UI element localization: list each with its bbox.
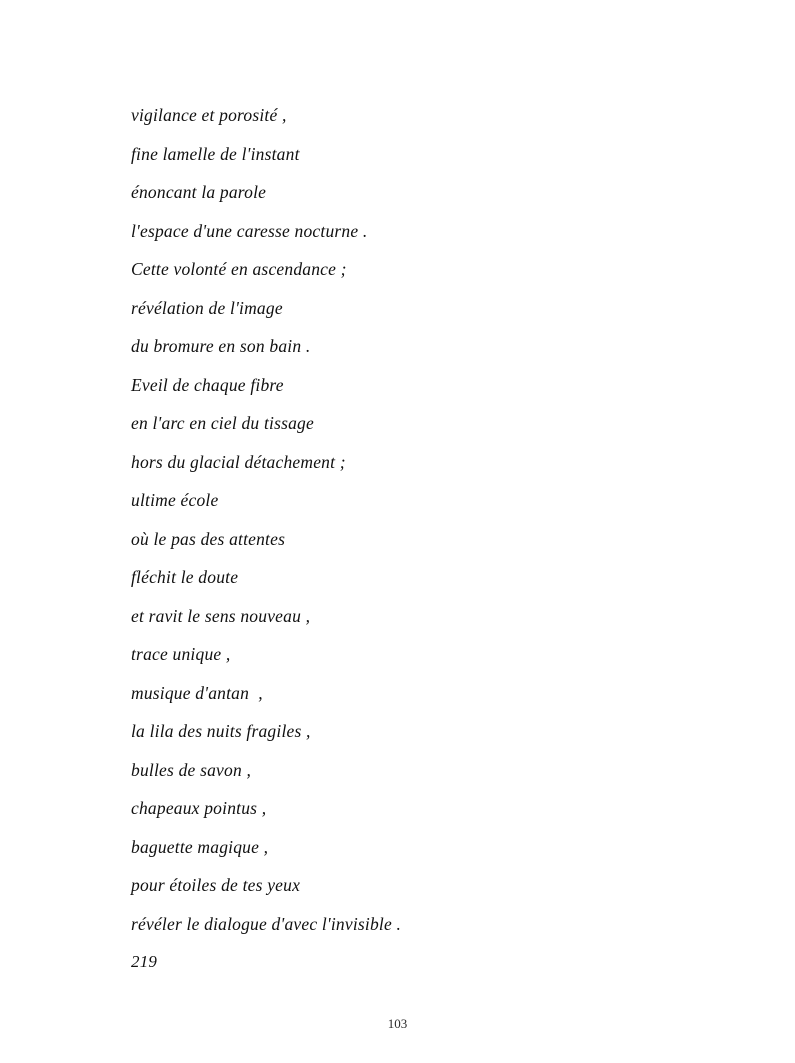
poem-line: où le pas des attentes [131, 528, 286, 549]
poem-line: en l'arc en ciel du tissage [131, 413, 314, 433]
poem-line: ultime école [131, 490, 219, 510]
poem-line: Eveil de chaque fibre [131, 374, 284, 395]
poem-line: bulles de savon , [131, 759, 252, 780]
poem-stanza-number: 219 [131, 952, 158, 971]
poem-line: fine lamelle de l'instant [131, 143, 300, 164]
poem-line: musique d'antan , [131, 682, 263, 703]
poem-line: du bromure en son bain . [131, 336, 311, 356]
poem-line: trace unique , [131, 644, 231, 664]
page-number: 103 [387, 1016, 408, 1031]
poem-line: hors du glacial détachement ; [131, 451, 346, 472]
poem-line: Cette volonté en ascendance ; [131, 259, 347, 279]
poem-line: l'espace d'une caresse nocturne . [131, 220, 368, 241]
poem-line: révélation de l'image [131, 297, 283, 318]
poem-line: chapeaux pointus , [131, 798, 267, 818]
poem-line: énoncant la parole [131, 182, 267, 202]
poem-body [131, 96, 691, 982]
poem-line: vigilance et porosité , [131, 105, 287, 125]
poem-line: fléchit le doute [131, 567, 239, 587]
poem-line: la lila des nuits fragiles , [131, 721, 311, 741]
poem-line: et ravit le sens nouveau , [131, 605, 311, 626]
poem-line: baguette magique , [131, 836, 269, 857]
poem-line: révéler le dialogue d'avec l'invisible . [131, 913, 402, 934]
poem-line: pour étoiles de tes yeux [131, 875, 301, 895]
